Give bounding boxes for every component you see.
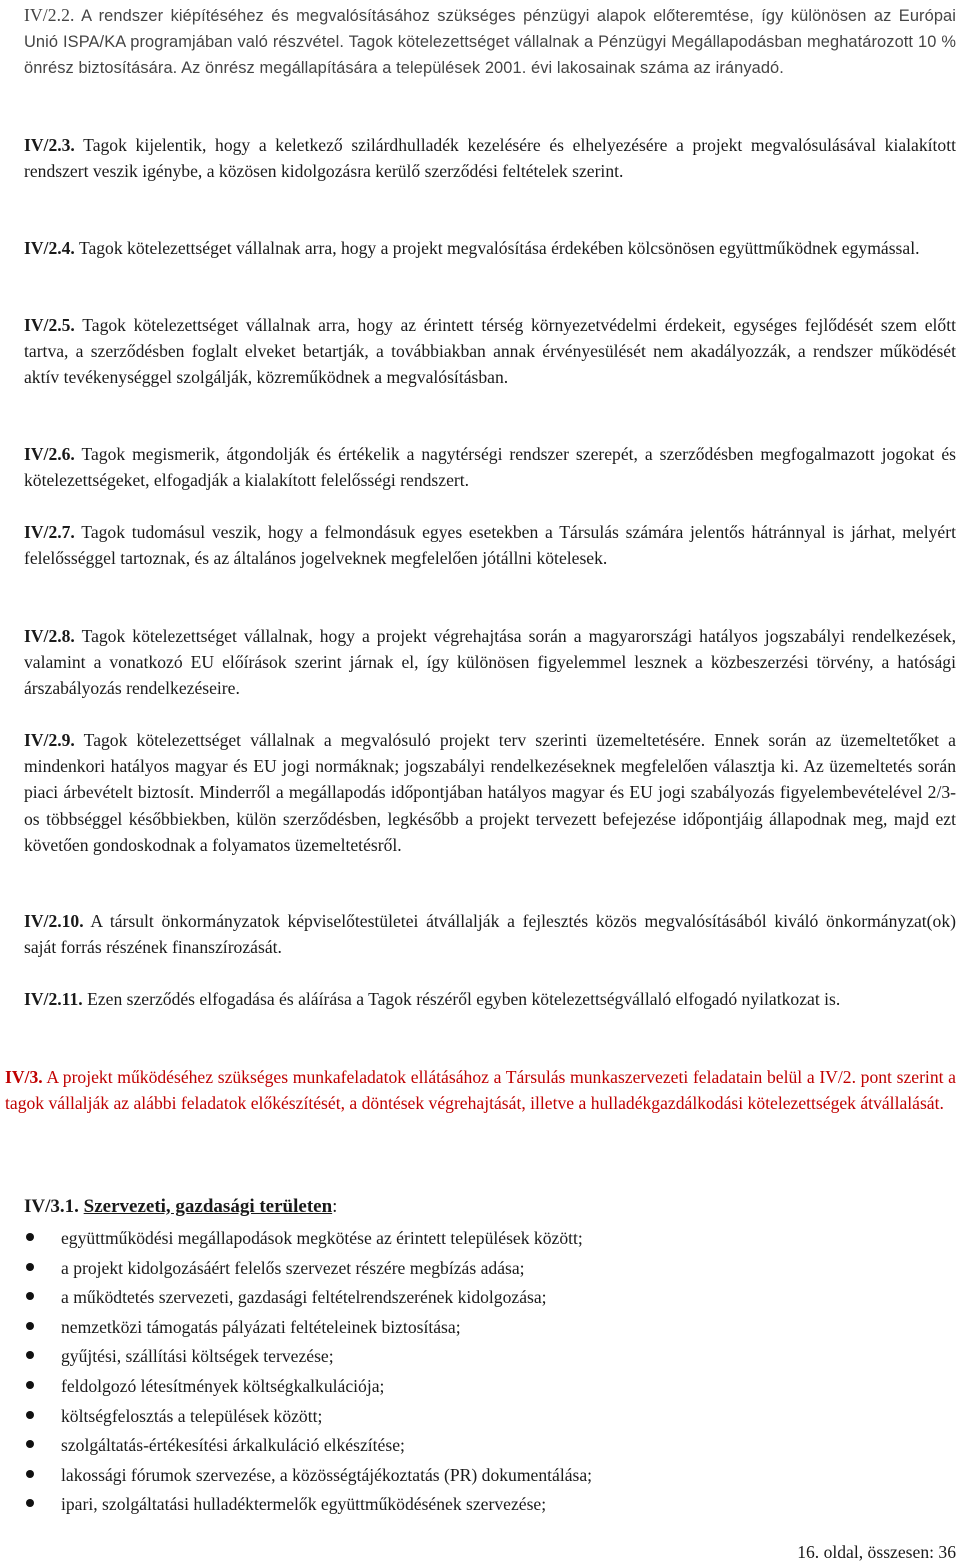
list-item: [24, 1432, 956, 1462]
list-item: [24, 1225, 956, 1255]
list-item: [24, 1284, 956, 1314]
list-item: [24, 1373, 956, 1403]
paragraph-iv-2-2: [24, 2, 956, 82]
list-item-text: lakossági fórumok szervezése, a közösségtájékoztatás (PR) dokumentálása;: [61, 1464, 593, 1485]
paragraph-number: IV/2.8.: [24, 626, 75, 646]
list-item: [24, 1462, 956, 1492]
list-item: [24, 1314, 956, 1344]
paragraph-iv-3: [5, 1064, 956, 1116]
section-colon: :: [332, 1196, 338, 1217]
paragraph-text: Tagok kijelentik, hogy a keletkező szilárdhulladék kezelésére és elhelyezésére a projekt megvalósulásával kialakított rendszert veszik igénybe, a közösen kidolgozásra kerülő szerződési feltételek szerint.: [24, 135, 956, 182]
paragraph-iv-2-9: [24, 727, 956, 858]
bullet-icon: [26, 1411, 34, 1419]
paragraph-number: IV/2.10.: [24, 911, 84, 931]
paragraph-text: Tagok tudomásul veszik, hogy a felmondásuk egyes esetekben a Társulás számára jelentős hátránnyal is járhat, melyért felelősséggel tartoznak, és az általános jogelveknek megfelelően jótállni kötelesek.: [24, 522, 956, 569]
paragraph-text: Tagok kötelezettséget vállalnak arra, hogy az érintett térség környezetvédelmi érdekeit, egységes fejlődését szem előtt tartva, a szerződésben foglalt elveket betartják, a továbbiakban annak érvényesülését nem akadályozzák, a rendszer működését aktív tevékenységgel szolgálják, közreműködnek a megvalósításban.: [24, 315, 956, 388]
paragraph-iv-2-3: [24, 132, 956, 184]
paragraph-iv-2-5: [24, 312, 956, 391]
section-title: Szervezeti, gazdasági területen: [83, 1196, 333, 1217]
list-item: [24, 1255, 956, 1285]
paragraph-number: IV/2.3.: [24, 135, 75, 155]
list-item-text: nemzetközi támogatás pályázati feltételeinek biztosítása;: [61, 1316, 461, 1337]
paragraph-number: IV/2.2.: [24, 5, 75, 25]
list-item-text: feldolgozó létesítmények költségkalkulációja;: [61, 1375, 385, 1396]
paragraph-text: Ezen szerződés elfogadása és aláírása a Tagok részéről egyben kötelezettségvállaló elfogadó nyilatkozat is.: [87, 989, 841, 1009]
list-item-text: szolgáltatás-értékesítési árkalkuláció elkészítése;: [61, 1435, 405, 1456]
paragraph-number: IV/2.9.: [24, 730, 75, 750]
bullet-icon: [26, 1351, 34, 1359]
bullet-icon: [26, 1470, 34, 1478]
list-item-text: ipari, szolgáltatási hulladéktermelők együttműködésének szervezése;: [61, 1494, 547, 1515]
list-item-text: költségfelosztás a települések között;: [61, 1405, 323, 1426]
bullet-icon: [26, 1322, 34, 1330]
paragraph-number: IV/3.: [5, 1067, 43, 1087]
paragraph-iv-2-4: [24, 235, 956, 261]
paragraph-number: IV/2.5.: [24, 315, 75, 335]
list-item-text: együttműködési megállapodások megkötése az érintett települések között;: [61, 1228, 583, 1248]
bullet-icon: [26, 1499, 34, 1507]
paragraph-text: A társult önkormányzatok képviselőtestületei átvállalják a fejlesztés közös megvalósításából kiváló önkormányzat(ok) saját forrás részének finanszírozását.: [24, 911, 956, 958]
paragraph-text: A projekt működéséhez szükséges munkafeladatok ellátásához a Társulás munkaszervezeti feladatain belül a IV/2. pont szerint a tagok vállalják az alábbi feladatok előkészítését, a döntések végrehajtását, illetve a hulladékgazdálkodási kötelezettségek átvállalását.: [5, 1067, 956, 1114]
paragraph-text: Tagok kötelezettséget vállalnak a megvalósuló projekt terv szerinti üzemeltetésére. Ennek során az üzemeltetőket a mindenkori hatályos magyar és EU jogi normáknak; jogszabályi rendelkezéseknek megfelelően választja ki. Az üzemeltetés során piaci árbevételt biztosít. Minderről a megállapodás időpontjában hatályos magyar és EU jogi szabályozás figyelembevételével 2/3-os többséggel későbbiekben, külön szerződésben, legkésőbb a projekt tervezett befejezése időpontjáig állapodnak meg, majd ezt követően gondoskodnak a folyamatos üzemeltetésről.: [24, 730, 956, 855]
section-heading: [24, 1194, 337, 1220]
list-item-text: a működtetés szervezeti, gazdasági feltételrendszerének kidolgozása;: [61, 1287, 547, 1308]
list-item: [24, 1343, 956, 1373]
task-list: [24, 1225, 956, 1521]
paragraph-text: Tagok kötelezettséget vállalnak, hogy a projekt végrehajtása során a magyarországi hatályos jogszabályi rendelkezések, valamint a vonatkozó EU előírások szerint járnak el, így különösen figyelemmel lesznek a közbeszerzési törvény, a hatósági árszabályozás rendelkezéseire.: [24, 626, 956, 699]
paragraph-number: IV/2.4.: [24, 238, 75, 258]
paragraph-iv-2-6: [24, 441, 956, 493]
bullet-icon: [26, 1381, 34, 1389]
section-number: IV/3.1.: [24, 1196, 79, 1217]
bullet-icon: [26, 1292, 34, 1300]
paragraph-number: IV/2.6.: [24, 444, 75, 464]
paragraph-text: A rendszer kiépítéséhez és megvalósításához szükséges pénzügyi alapok előteremtése, így különösen az Európai Unió ISPA/KA programjában való részvétel. Tagok kötelezettséget vállalnak a Pénzügyi Megállapodásban meghatározott 10 % önrész biztosítására. Az önrész megállapítására a települések 2001. évi lakosainak száma az irányadó.: [24, 7, 956, 78]
paragraph-text: Tagok megismerik, átgondolják és értékelik a nagytérségi rendszer szerepét, a szerződésben megfogalmazott jogokat és kötelezettségeket, elfogadják a kialakított felelősségi rendszert.: [24, 444, 956, 491]
paragraph-number: IV/2.11.: [24, 989, 83, 1009]
list-item-text: a projekt kidolgozásáért felelős szervezet részére megbízás adása;: [61, 1257, 525, 1278]
list-item-text: gyűjtési, szállítási költségek tervezése;: [61, 1346, 334, 1367]
list-item: [24, 1403, 956, 1433]
bullet-icon: [26, 1263, 34, 1271]
paragraph-iv-2-10: [24, 908, 956, 960]
paragraph-iv-2-8: [24, 623, 956, 702]
paragraph-iv-2-11: [24, 986, 956, 1012]
bullet-icon: [26, 1440, 34, 1448]
page-footer: 16. oldal, összesen: 36: [797, 1542, 956, 1562]
paragraph-number: IV/2.7.: [24, 522, 75, 542]
paragraph-iv-2-7: [24, 519, 956, 571]
bullet-icon: [26, 1233, 34, 1241]
paragraph-text: Tagok kötelezettséget vállalnak arra, hogy a projekt megvalósítása érdekében kölcsönösen együttműködnek egymással.: [78, 238, 920, 258]
list-item: [24, 1491, 956, 1521]
